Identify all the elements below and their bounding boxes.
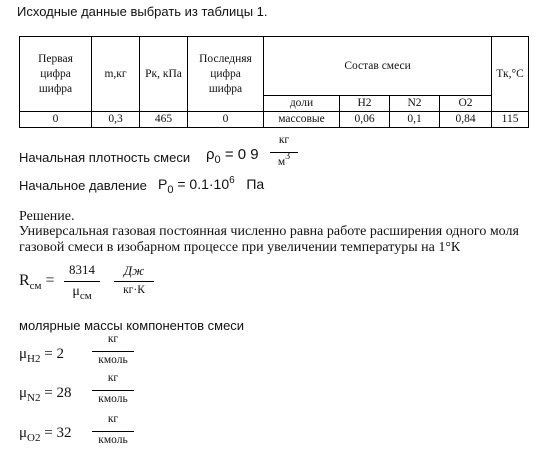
table-row [20, 112, 529, 128]
solution-heading: Решение. [19, 209, 75, 224]
density-fraction-line [270, 152, 298, 153]
gas-constant-unit-denominator: кг·К [123, 284, 145, 296]
pressure-symbol: P [158, 176, 168, 192]
source-data-table [19, 36, 529, 128]
header-n2: N2 [390, 96, 440, 112]
cell-first-digit: 0 [20, 112, 92, 128]
density-unit-numerator: кг [278, 134, 290, 146]
density-unit-denominator: м3 [277, 151, 291, 168]
molar-masses-heading: молярные массы компонентов смеси [19, 318, 245, 333]
gas-constant-symbol: $R_{см}$ = [19, 272, 55, 292]
header-first-digit: Первая цифра шифра [20, 37, 92, 112]
cell-pressure: 465 [140, 112, 188, 128]
density-label: Начальная плотность смеси [19, 150, 191, 165]
gas-constant-denominator: $\mu_{см}$ [72, 284, 92, 302]
cell-fractions-type: массовые [264, 112, 340, 128]
intro-text: Исходные данные выбрать из таблицы 1. [17, 4, 268, 19]
header-fractions: доли [264, 96, 340, 112]
cell-mass: 0,3 [92, 112, 140, 128]
header-pressure: Рк, кПа [140, 37, 188, 112]
molar-n2-unit-line [92, 390, 134, 391]
cell-temperature: 115 [492, 112, 529, 128]
gas-constant-fraction-line [64, 281, 100, 282]
density-symbol: ρ [206, 146, 215, 163]
header-temperature: Тк,°С [492, 37, 529, 112]
gas-constant-equals: = [45, 272, 55, 289]
gas-constant-unit-line [114, 281, 154, 282]
gas-constant-numerator: 8314 [69, 262, 95, 277]
cell-h2: 0,06 [340, 112, 390, 128]
density-formula: $\rho_0 = 0$ 9 [206, 146, 259, 166]
molar-n2-formula: $\mu_{N2} = 28$ [19, 385, 72, 404]
gas-constant-unit-numerator: Дж [123, 263, 145, 278]
header-mixture-composition: Состав смеси [264, 37, 492, 96]
pressure-value: = 0.1·10 [177, 176, 230, 192]
header-o2: O2 [440, 96, 492, 112]
molar-h2-unit-numerator: кг [107, 333, 119, 345]
cell-last-digit: 0 [188, 112, 264, 128]
molar-h2-formula: $\mu_{H2} = 2$ [19, 346, 64, 365]
molar-h2-unit-denominator: кмоль [98, 354, 128, 366]
molar-n2-unit-denominator: кмоль [98, 393, 128, 405]
solution-text-line2: газовой смеси в изобарном процессе при увеличении температуры на 1°К [19, 240, 461, 255]
molar-o2-unit-line [92, 431, 134, 432]
header-mass: m,кг [92, 37, 140, 112]
molar-h2-unit-line [92, 351, 134, 352]
molar-o2-unit-denominator: кмоль [98, 434, 128, 446]
header-h2: H2 [340, 96, 390, 112]
molar-o2-unit-numerator: кг [107, 413, 119, 425]
pressure-formula: $P_0 = 0.1\cdot 10^6$ Па [158, 175, 265, 196]
pressure-unit: Па [246, 176, 265, 192]
cell-o2: 0,84 [440, 112, 492, 128]
molar-n2-unit-numerator: кг [107, 372, 119, 384]
molar-o2-formula: $\mu_{O2} = 32$ [19, 425, 72, 444]
density-value: = 0 9 [224, 146, 259, 163]
cell-n2: 0,1 [390, 112, 440, 128]
header-last-digit: Последняя цифра шифра [188, 37, 264, 112]
solution-text-line1: Универсальная газовая постоянная численно равна работе расширения одного моля [19, 224, 519, 239]
pressure-label: Начальное давление [19, 178, 147, 193]
